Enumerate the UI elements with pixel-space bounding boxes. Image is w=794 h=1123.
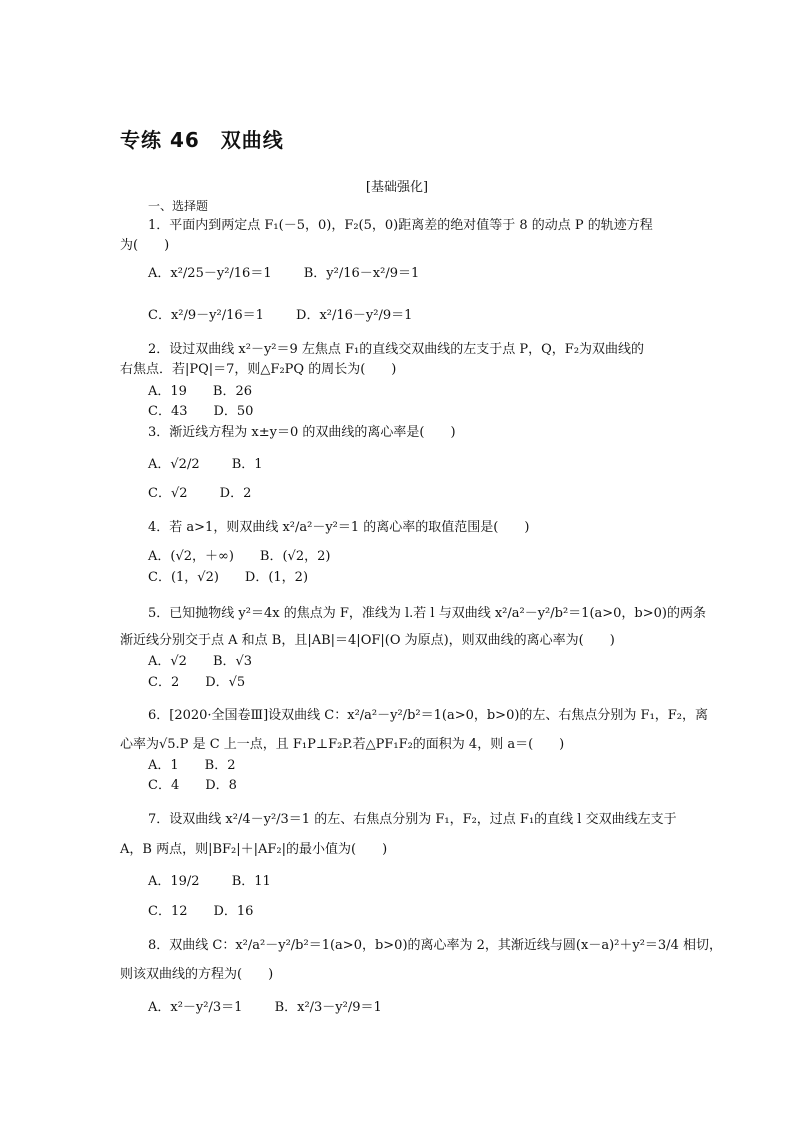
q8-stem-line1: 8．双曲线 C：x²/a²－y²/b²＝1(a>0，b>0)的离心率为 2，其渐近线与圆(x－a)²＋y²＝3/4 相切， bbox=[148, 938, 722, 953]
q3-option-c: C．√2 bbox=[148, 486, 188, 501]
q5-stem-line1: 5．已知抛物线 y²＝4x 的焦点为 F，准线为 l.若 l 与双曲线 x²/a²－y²/b²＝1(a>0，b>0)的两条 bbox=[148, 606, 706, 621]
page-title: 专练 46 双曲线 bbox=[120, 128, 284, 152]
q3-option-a: A．√2/2 bbox=[148, 457, 200, 472]
q2-options-ab: A．19 B．26 bbox=[148, 384, 253, 399]
q3-options-ab bbox=[148, 455, 263, 475]
q8-option-b: B．x²/3－y²/9＝1 bbox=[274, 1000, 382, 1015]
q3-option-d: D．2 bbox=[219, 486, 252, 501]
q8-options-ab bbox=[148, 998, 382, 1018]
q7-option-b: B．11 bbox=[231, 874, 271, 889]
q1-option-a: A．x²/25－y²/16＝1 bbox=[148, 266, 272, 281]
q4-stem: 4．若 a>1，则双曲线 x²/a²－y²＝1 的离心率的取值范围是( ) bbox=[148, 520, 530, 535]
q3-option-b: B．1 bbox=[231, 457, 263, 472]
q7-stem-line2: A，B 两点，则|BF₂|＋|AF₂|的最小值为( ) bbox=[120, 842, 388, 857]
q6-stem-line1: 6．[2020·全国卷Ⅲ]设双曲线 C：x²/a²－y²/b²＝1(a>0，b>0)的左、右焦点分别为 F₁，F₂，离 bbox=[148, 708, 709, 723]
q2-stem-line1: 2．设过双曲线 x²－y²＝9 左焦点 F₁的直线交双曲线的左支于点 P，Q，F₂为双曲线的 bbox=[148, 342, 645, 357]
q4-options-ab: A．(√2，＋∞) B．(√2，2) bbox=[148, 549, 331, 564]
q4-options-cd: C．(1，√2) D．(1，2) bbox=[148, 570, 309, 585]
q2-options-cd: C．43 D．50 bbox=[148, 404, 254, 419]
q6-options-cd: C．4 D．8 bbox=[148, 778, 237, 793]
q8-stem-line2: 则该双曲线的方程为( ) bbox=[120, 967, 274, 982]
q1-option-c: C．x²/9－y²/16＝1 bbox=[148, 308, 264, 323]
subsection-heading: 一、选择题 bbox=[148, 199, 209, 213]
q1-option-b: B．y²/16－x²/9＝1 bbox=[303, 266, 420, 281]
q1-option-d: D．x²/16－y²/9＝1 bbox=[296, 308, 413, 323]
q8-option-a: A．x²－y²/3＝1 bbox=[148, 1000, 243, 1015]
q3-stem: 3．渐近线方程为 x±y＝0 的双曲线的离心率是( ) bbox=[148, 425, 456, 440]
q1-stem-line2: 为( ) bbox=[120, 238, 170, 253]
q7-options-ab bbox=[148, 872, 271, 892]
q6-stem-line2: 心率为√5.P 是 C 上一点，且 F₁P⊥F₂P.若△PF₁F₂的面积为 4，则 a＝( ) bbox=[120, 737, 565, 752]
q2-stem-line2: 右焦点．若|PQ|＝7，则△F₂PQ 的周长为( ) bbox=[120, 362, 397, 377]
q5-options-ab: A．√2 B．√3 bbox=[148, 654, 253, 669]
q1-options-ab bbox=[148, 264, 419, 284]
q3-options-cd bbox=[148, 484, 251, 504]
q6-options-ab: A．1 B．2 bbox=[148, 758, 236, 773]
q1-stem-line1: 1．平面内到两定点 F₁(－5，0)，F₂(5，0)距离差的绝对值等于 8 的动点 P 的轨迹方程 bbox=[148, 218, 653, 233]
q7-option-a: A．19/2 bbox=[148, 874, 200, 889]
q5-stem-line2: 渐近线分别交于点 A 和点 B，且|AB|＝4|OF|(O 为原点)，则双曲线的离心率为( ) bbox=[120, 633, 615, 648]
q7-stem-line1: 7．设双曲线 x²/4－y²/3＝1 的左、右焦点分别为 F₁，F₂，过点 F₁的直线 l 交双曲线左支于 bbox=[148, 812, 677, 827]
q1-options-cd bbox=[148, 306, 412, 326]
q5-options-cd: C．2 D．√5 bbox=[148, 675, 246, 690]
section-heading: [基础强化] bbox=[365, 180, 429, 195]
q7-options-cd: C．12 D．16 bbox=[148, 904, 254, 919]
